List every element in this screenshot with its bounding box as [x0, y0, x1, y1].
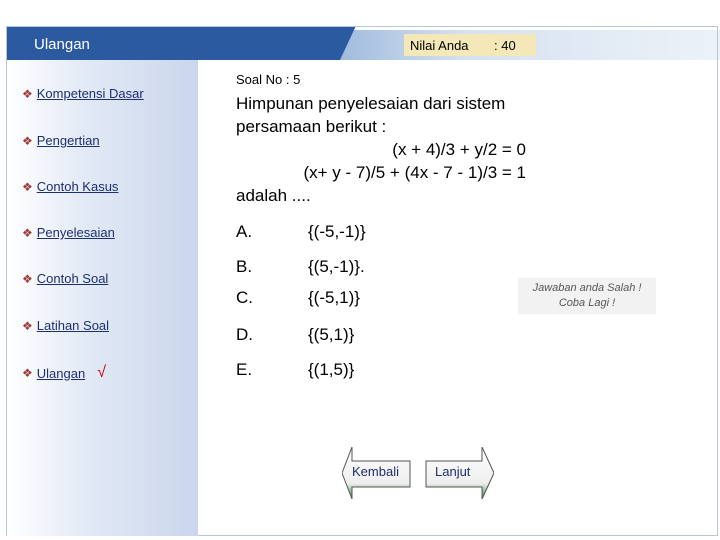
sidebar-item-label: Contoh Kasus [36, 179, 119, 194]
diamond-bullet-icon: ❖ [22, 271, 33, 286]
sidebar-item-ulangan[interactable] [22, 364, 106, 382]
sidebar-item-latihan-soal[interactable] [22, 318, 109, 333]
question-line: Himpunan penyelesaian dari sistem [236, 94, 506, 113]
sidebar-item-kompetensi-dasar[interactable] [22, 86, 144, 101]
sidebar-item-label: Latihan Soal [36, 318, 110, 333]
option-letter: E. [236, 360, 253, 379]
feedback-line: Coba Lagi ! [558, 297, 616, 309]
feedback-line: Jawaban anda Salah ! [532, 282, 642, 294]
sidebar-item-label: Contoh Soal [36, 271, 109, 286]
question-text [236, 92, 526, 207]
option-letter: D. [236, 325, 253, 344]
score-label: Nilai Anda [410, 38, 469, 53]
back-button[interactable] [342, 447, 412, 500]
option-text: {(-5,1)} [308, 288, 360, 307]
option-letter: B. [236, 257, 253, 276]
option-letter: A. [236, 222, 253, 241]
equation-1: (x + 4)/3 + y/2 = 0 [392, 140, 526, 159]
next-button[interactable] [424, 447, 494, 500]
diamond-bullet-icon: ❖ [22, 179, 33, 194]
option-text: {(5,1)} [308, 325, 355, 344]
sidebar-item-label: Kompetensi Dasar [36, 86, 144, 101]
sidebar-item-contoh-kasus[interactable] [22, 179, 118, 194]
question-line: persamaan berikut : [236, 117, 387, 136]
page-title: Ulangan [34, 36, 90, 53]
diamond-bullet-icon: ❖ [22, 318, 33, 333]
checkmark-icon: √ [97, 364, 106, 381]
question-line: adalah .... [236, 186, 311, 205]
sidebar-item-pengertian[interactable] [22, 133, 100, 148]
score-value: : 40 [494, 38, 516, 53]
equation-2: (x+ y - 7)/5 + (4x - 7 - 1)/3 = 1 [303, 163, 526, 182]
option-text: {(5,-1)}. [308, 257, 365, 276]
question-number: Soal No : 5 [236, 72, 301, 87]
sidebar-item-label: Penyelesaian [36, 225, 115, 240]
next-button-label: Lanjut [435, 464, 471, 479]
option-text: {(-5,-1)} [308, 222, 366, 241]
answer-feedback [518, 278, 656, 314]
back-button-label: Kembali [352, 464, 399, 479]
diamond-bullet-icon: ❖ [22, 225, 33, 240]
sidebar-item-label: Pengertian [36, 133, 100, 148]
option-text: {(1,5)} [308, 360, 355, 379]
sidebar [7, 60, 198, 536]
sidebar-item-label: Ulangan [36, 365, 86, 381]
sidebar-item-penyelesaian[interactable] [22, 225, 115, 240]
diamond-bullet-icon: ❖ [22, 133, 33, 148]
diamond-bullet-icon: ❖ [22, 366, 33, 380]
diamond-bullet-icon: ❖ [22, 86, 33, 101]
option-letter: C. [236, 288, 253, 307]
sidebar-item-contoh-soal[interactable] [22, 271, 108, 286]
